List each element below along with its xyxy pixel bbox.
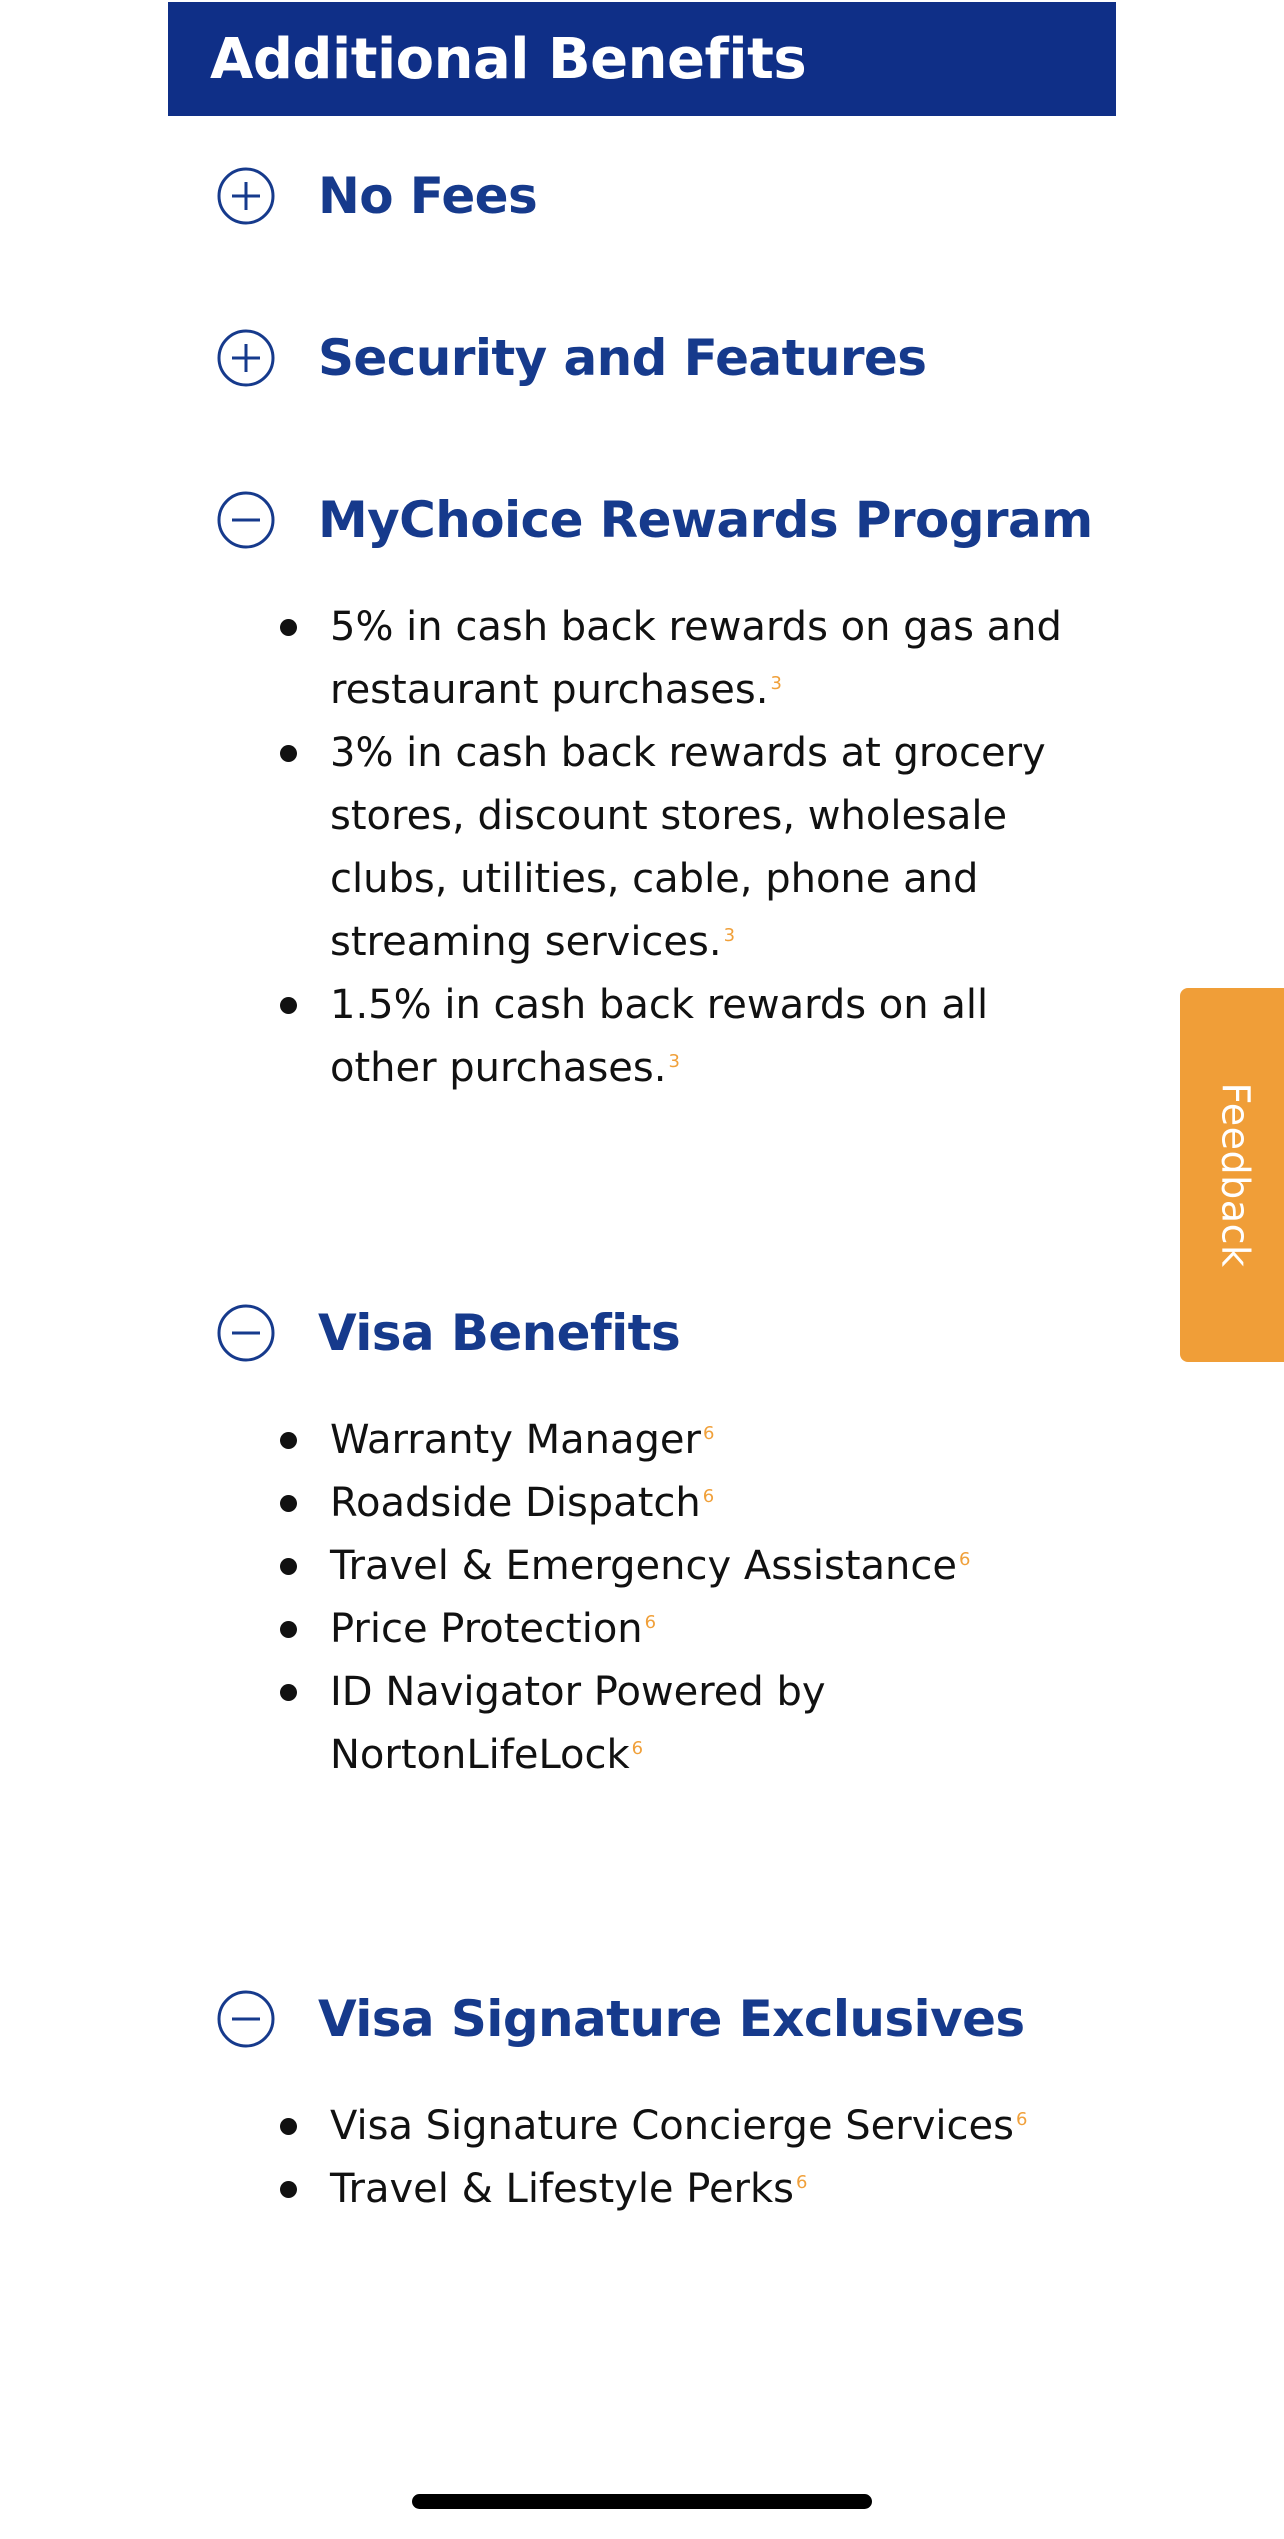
section-header-visa-signature-exclusives[interactable] <box>216 1979 1116 2059</box>
home-indicator[interactable] <box>412 2494 872 2509</box>
item-text: Warranty Manager <box>330 1417 701 1463</box>
footnote-marker[interactable]: 6 <box>644 1611 657 1633</box>
section-security-and-features <box>216 318 1116 398</box>
item-text: Travel & Lifestyle Perks <box>330 2166 795 2212</box>
footnote-marker[interactable]: 6 <box>1015 2108 1028 2130</box>
list-item <box>280 974 1080 1100</box>
bullet-icon <box>280 1495 297 1512</box>
list-item <box>280 1598 1040 1661</box>
list-item <box>280 722 1080 974</box>
section-title: Visa Benefits <box>318 1304 681 1362</box>
item-text: 3% in cash back rewards at grocery stores, discount stores, wholesale clubs, utilities, cable, phone and streaming services. <box>330 730 1046 965</box>
bullet-icon <box>280 1432 297 1449</box>
footnote-marker[interactable]: 3 <box>723 924 736 946</box>
section-header-visa-benefits[interactable] <box>216 1293 1116 1373</box>
footnote-marker[interactable]: 6 <box>702 1422 715 1444</box>
list-item <box>280 1409 1040 1472</box>
section-visa-signature-exclusives <box>216 1979 1116 2212</box>
bullet-icon <box>280 1558 297 1575</box>
section-header-no-fees[interactable] <box>216 156 1116 236</box>
bullet-icon <box>280 619 297 636</box>
minus-circle-icon[interactable] <box>216 1303 276 1363</box>
visa-signature-list <box>280 2095 1100 2221</box>
plus-circle-icon[interactable] <box>216 166 276 226</box>
banner-title: Additional Benefits <box>210 26 807 92</box>
bullet-icon <box>280 1684 297 1701</box>
section-title: No Fees <box>318 167 538 225</box>
section-title: Visa Signature Exclusives <box>318 1990 1025 2048</box>
bullet-icon <box>280 1621 297 1638</box>
minus-circle-icon[interactable] <box>216 490 276 550</box>
bullet-icon <box>280 2181 297 2198</box>
section-visa-benefits <box>216 1293 1116 1778</box>
footnote-marker[interactable]: 3 <box>770 672 782 694</box>
section-no-fees <box>216 156 1116 236</box>
section-header-mychoice-rewards-program[interactable] <box>216 480 1116 560</box>
item-text: Price Protection <box>330 1606 643 1652</box>
bullet-icon <box>280 997 297 1014</box>
visa-benefits-list <box>280 1409 1040 1787</box>
bullet-icon <box>280 2118 297 2135</box>
footnote-marker[interactable]: 6 <box>631 1737 644 1759</box>
footnote-marker[interactable]: 3 <box>668 1050 680 1072</box>
item-text: ID Navigator Powered by NortonLifeLock <box>330 1669 826 1778</box>
additional-benefits-banner <box>168 2 1116 116</box>
list-item <box>280 2158 1100 2221</box>
list-item <box>280 1472 1040 1535</box>
list-item <box>280 2095 1100 2158</box>
item-text: 5% in cash back rewards on gas and restaurant purchases. <box>330 604 1062 713</box>
footnote-marker[interactable]: 6 <box>796 2171 808 2193</box>
item-text: Roadside Dispatch <box>330 1480 701 1526</box>
footnote-marker[interactable]: 6 <box>702 1485 715 1507</box>
feedback-label: Feedback <box>1213 1082 1257 1268</box>
bullet-icon <box>280 745 297 762</box>
list-item <box>280 1661 890 1787</box>
minus-circle-icon[interactable] <box>216 1989 276 2049</box>
section-mychoice-rewards-program <box>216 480 1116 1091</box>
section-title: MyChoice Rewards Program <box>318 491 1093 549</box>
rewards-list <box>280 596 1080 1100</box>
item-text: Travel & Emergency Assistance <box>330 1543 957 1589</box>
item-text: Visa Signature Concierge Services <box>330 2103 1014 2149</box>
item-text: 1.5% in cash back rewards on all other purchases. <box>330 982 989 1091</box>
list-item <box>280 1535 1040 1598</box>
feedback-tab[interactable] <box>1180 988 1284 1362</box>
plus-circle-icon[interactable] <box>216 328 276 388</box>
footnote-marker[interactable]: 6 <box>959 1548 971 1570</box>
section-title: Security and Features <box>318 329 927 387</box>
list-item <box>280 596 1080 722</box>
section-header-security-and-features[interactable] <box>216 318 1116 398</box>
